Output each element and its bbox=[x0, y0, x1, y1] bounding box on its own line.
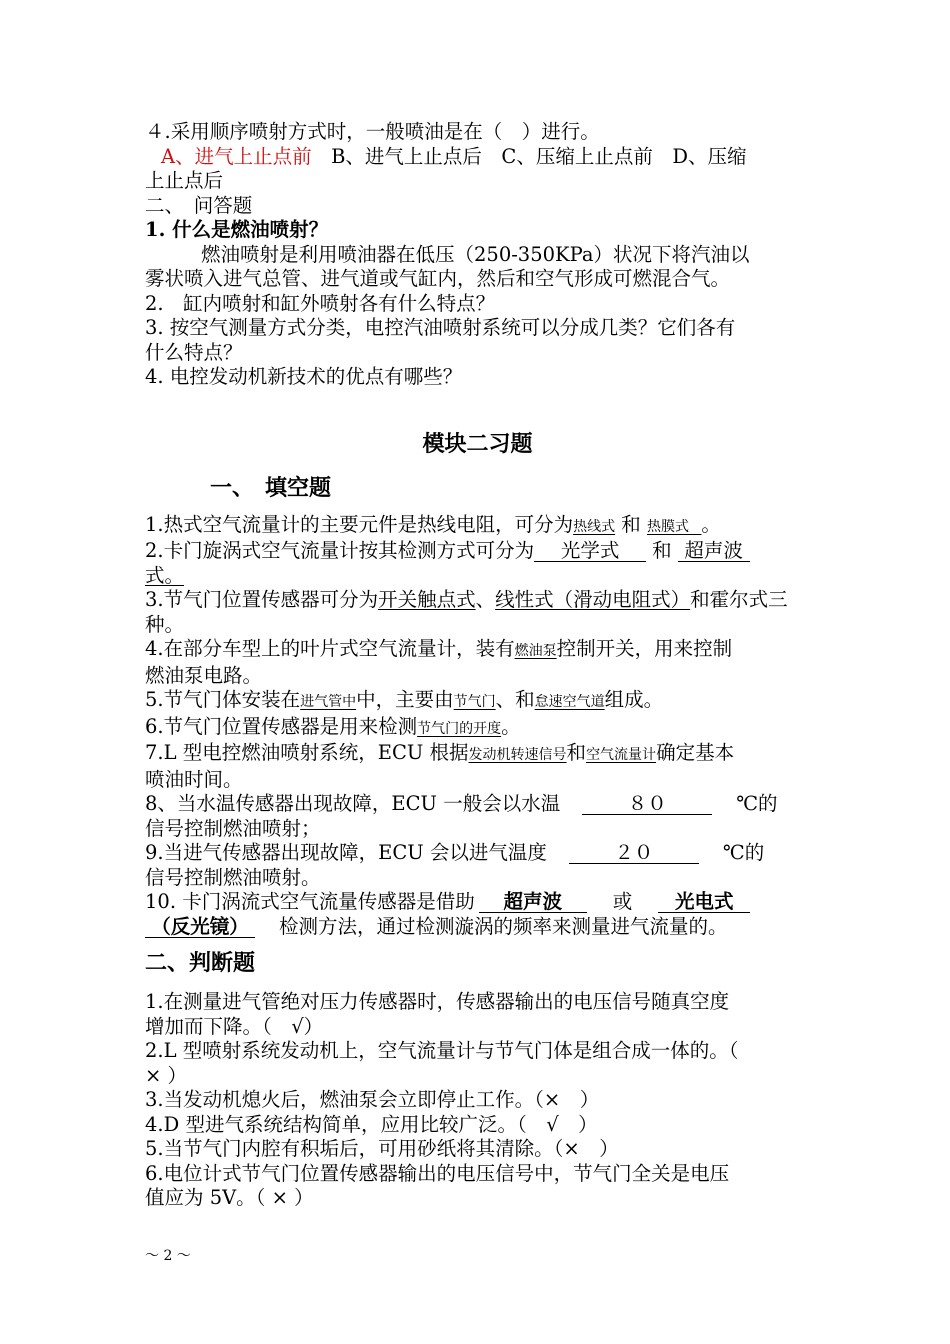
fill-5 bbox=[145, 688, 810, 715]
fill-6-answer-1: 节气门的开度 bbox=[417, 720, 502, 737]
fill-10-text: 10. 卡门涡流式空气流量传感器是借助 bbox=[145, 890, 475, 913]
fill-3-text: 3.节气门位置传感器可分为 bbox=[145, 588, 379, 611]
options-rest: B、进气上止点后 C、压缩上止点前 D、压缩 bbox=[311, 144, 747, 168]
judge-heading: 二、判断题 bbox=[145, 950, 256, 976]
fill-9 bbox=[145, 841, 810, 866]
fill-4 bbox=[145, 637, 810, 664]
qa-heading: 二、 问答题 bbox=[145, 193, 253, 217]
fill-9-line2: 信号控制燃油喷射。 bbox=[145, 865, 321, 889]
fill-1 bbox=[145, 513, 810, 540]
fill-10-answer-2: 光电式 bbox=[658, 892, 750, 913]
fill-blank-heading: 一、 填空题 bbox=[210, 474, 332, 501]
fill-5-end: 组成。 bbox=[604, 688, 664, 711]
fill-9-end: ℃的 bbox=[722, 841, 765, 864]
fill-1-end: 。 bbox=[701, 512, 721, 536]
fill-1-answer-2: 热膜式 bbox=[647, 518, 690, 535]
fill-7-line2: 喷油时间。 bbox=[145, 767, 243, 791]
question-4-options-line2: 上止点后 bbox=[145, 169, 224, 192]
fill-8-line2: 信号控制燃油喷射； bbox=[145, 816, 321, 840]
fill-3-answer-2: 线性式（滑动电阻式） bbox=[495, 588, 691, 611]
qa-4-question: 4. 电控发动机新技术的优点有哪些？ bbox=[145, 365, 463, 388]
fill-4-answer-1: 燃油泵 bbox=[514, 643, 557, 659]
fill-10-answer-2-cont: （反光镜） bbox=[145, 917, 255, 938]
fill-4-end: 控制开关，用来控制 bbox=[556, 637, 733, 660]
fill-5-answer-3: 怠速空气道 bbox=[534, 694, 605, 710]
page-number: ～ 2 ～ bbox=[145, 1248, 191, 1264]
fill-3-line2: 种。 bbox=[145, 612, 185, 636]
fill-7-text: 7.L 型电控燃油喷射系统，ECU 根据 bbox=[145, 741, 469, 764]
fill-6-text: 6.节气门位置传感器是用来检测 bbox=[145, 714, 418, 738]
fill-5-answer-1: 进气管中 bbox=[300, 694, 357, 710]
fill-3 bbox=[145, 588, 810, 613]
fill-5-answer-2: 节气门 bbox=[453, 694, 496, 710]
qa-1-answer-line2: 雾状喷入进气总管、进气道或气缸内，然后和空气形成可燃混合气。 bbox=[145, 267, 731, 290]
fill-7-mid: 和 bbox=[566, 741, 587, 764]
qa-2-question: 2. 缸内喷射和缸外喷射各有什么特点？ bbox=[145, 291, 496, 315]
fill-3-answer-1: 开关触点式 bbox=[378, 588, 476, 611]
fill-9-text: 9.当进气传感器出现故障，ECU 会以进气温度 bbox=[145, 841, 547, 864]
page-content bbox=[145, 120, 810, 1211]
fill-1-and: 和 bbox=[615, 512, 648, 536]
judge-2-line1: 2.L 型喷射系统发动机上，空气流量计与节气门体是组合成一体的。（ bbox=[145, 1039, 739, 1062]
fill-8-text: 8、当水温传感器出现故障，ECU 一般会以水温 bbox=[145, 792, 561, 815]
judge-2-line2: × ） bbox=[145, 1063, 188, 1087]
module-title: 模块二习题 bbox=[422, 430, 533, 457]
fill-7-answer-2: 空气流量计 bbox=[586, 747, 657, 763]
fill-3-end: 和霍尔式三 bbox=[690, 588, 788, 611]
fill-8 bbox=[145, 792, 810, 817]
judge-1-line2: 增加而下降。（ √） bbox=[145, 1014, 324, 1038]
fill-9-answer: ２０ bbox=[569, 843, 699, 864]
question-4: ４.采用顺序喷射方式时，一般喷油是在（ ）进行。 bbox=[145, 120, 600, 143]
fill-5-sep: 、和 bbox=[495, 688, 535, 711]
fill-6 bbox=[145, 715, 810, 742]
fill-5-mid: 中，主要由 bbox=[356, 688, 454, 711]
judge-4: 4.D 型进气系统结构简单，应用比较广泛。（ √ ） bbox=[145, 1112, 598, 1136]
fill-10-end: 检测方法，通过检测漩涡的频率来测量进气流量的。 bbox=[279, 914, 728, 938]
fill-10-answer-1: 超声波 bbox=[479, 892, 587, 913]
qa-1-question: 1. 什么是燃油喷射？ bbox=[145, 218, 329, 241]
judge-6-line2: 值应为 5V。（ × ） bbox=[145, 1186, 314, 1209]
fill-2-text: 2.卡门旋涡式空气流量计按其检测方式可分为 bbox=[145, 539, 535, 562]
fill-7-answer-1: 发动机转速信号 bbox=[468, 747, 567, 763]
fill-10 bbox=[145, 890, 810, 915]
fill-2 bbox=[145, 539, 810, 564]
fill-1-text: 1.热式空气流量计的主要元件是热线电阻，可分为 bbox=[145, 512, 574, 536]
fill-8-answer: ８０ bbox=[582, 794, 712, 815]
fill-1-answer-1: 热线式 bbox=[573, 518, 616, 535]
judge-6-line1: 6.电位计式节气门位置传感器输出的电压信号中，节气门全关是电压 bbox=[145, 1161, 730, 1185]
fill-10-or: 或 bbox=[612, 890, 633, 913]
fill-2-line2 bbox=[145, 564, 810, 589]
qa-1-answer-line1: 燃油喷射是利用喷油器在低压（250-350KPa）状况下将汽油以 bbox=[201, 242, 750, 266]
fill-8-end: ℃的 bbox=[736, 792, 778, 815]
qa-3-question-line1: 3. 按空气测量方式分类，电控汽油喷射系统可以分成几类？它们各有 bbox=[145, 316, 736, 339]
fill-2-answer-2: 超声波 bbox=[678, 541, 750, 562]
fill-6-end: 。 bbox=[501, 714, 521, 738]
judge-5: 5.当节气门内腔有积垢后，可用砂纸将其清除。（× ） bbox=[145, 1137, 619, 1160]
fill-2-answer-2-cont: 式。 bbox=[145, 563, 185, 587]
fill-2-answer-1: 光学式 bbox=[534, 541, 646, 562]
fill-5-text: 5.节气门体安装在 bbox=[145, 688, 301, 711]
fill-10-line2 bbox=[145, 915, 810, 940]
fill-4-text: 4.在部分车型上的叶片式空气流量计，装有 bbox=[145, 637, 515, 660]
option-a-answer: A、进气上止点前 bbox=[161, 144, 312, 168]
fill-3-sep: 、 bbox=[475, 588, 496, 611]
fill-7-end: 确定基本 bbox=[656, 741, 735, 764]
judge-1-line1: 1.在测量进气管绝对压力传感器时，传感器输出的电压信号随真空度 bbox=[145, 990, 730, 1013]
question-4-options bbox=[145, 145, 810, 170]
judge-3: 3.当发动机熄火后，燃油泵会立即停止工作。（× ） bbox=[145, 1088, 600, 1111]
fill-7 bbox=[145, 741, 810, 768]
qa-3-question-line2: 什么特点？ bbox=[145, 340, 243, 364]
fill-2-and: 和 bbox=[652, 539, 672, 562]
fill-4-line2: 燃油泵电路。 bbox=[145, 663, 263, 687]
